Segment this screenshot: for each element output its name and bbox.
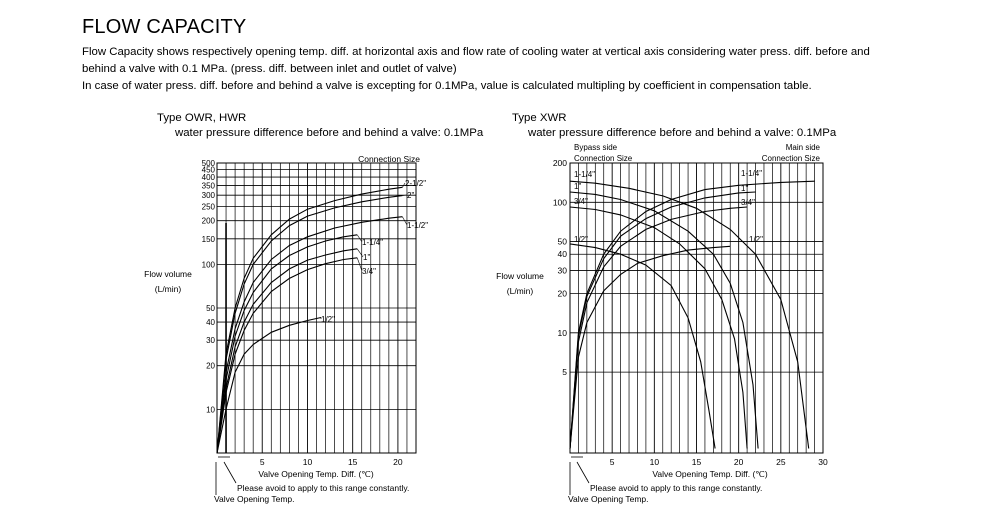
x-tick-label: 15 [691, 457, 702, 467]
opening-note: Valve Opening Temp. [568, 494, 649, 504]
y-tick-label: 150 [201, 234, 215, 244]
avoid-arrow [224, 462, 236, 483]
y-tick-label: 50 [557, 236, 567, 247]
series-label: 1-1/2" [407, 221, 429, 230]
series-line [217, 196, 402, 453]
opening-note: Valve Opening Temp. [214, 494, 295, 504]
y-tick-label: 250 [201, 202, 215, 212]
chart-2-subtitle: water pressure difference before and behind a valve: 0.1MPa [528, 127, 837, 139]
page-title: FLOW CAPACITY [82, 16, 247, 38]
y-tick-label: 10 [557, 327, 567, 338]
y-axis-label: Flow volume [496, 271, 544, 281]
series-label-bypass: 1/2" [574, 235, 588, 244]
y-axis-label: Flow volume [144, 269, 192, 279]
legend-left-subtitle: Connection Size [574, 154, 633, 163]
series-line [217, 258, 357, 453]
y-tick-label: 40 [206, 318, 215, 328]
y-tick-label: 200 [201, 216, 215, 226]
y-tick-label: 30 [206, 336, 215, 346]
series-line [570, 181, 815, 448]
legend-right-subtitle: Connection Size [761, 154, 820, 163]
series-label-main: 3/4" [741, 198, 755, 207]
x-tick-label: 5 [259, 457, 265, 467]
series-label-main: 1-1/4" [741, 169, 763, 178]
series-label-bypass: 1-1/4" [574, 170, 596, 179]
y-tick-label: 400 [201, 173, 215, 183]
avoid-note: Please avoid to apply to this range constantly. [237, 483, 410, 493]
y-tick-label: 100 [201, 260, 215, 270]
series-label-bypass: 1" [574, 182, 582, 191]
y-tick-label: 500 [201, 159, 215, 168]
series-line [217, 217, 402, 453]
y-tick-label: 10 [206, 405, 215, 415]
legend-title: Connection Size [358, 154, 420, 164]
series-label: 2" [407, 191, 415, 200]
x-tick-label: 10 [649, 457, 660, 467]
series-label-main: 1/2" [749, 235, 763, 244]
legend-left-title: Bypass side [574, 143, 618, 152]
chart-1-subtitle: water pressure difference before and behind a valve: 0.1MPa [175, 127, 484, 139]
chart-1-title: Type OWR, HWR [157, 112, 247, 124]
y-tick-label: 30 [557, 265, 567, 276]
y-tick-label: 40 [557, 249, 567, 260]
description-line-3: In case of water press. diff. before and behind a valve is excepting for 0.1MPa, value is calculated multipling by coefficient in compensation table. [82, 80, 812, 92]
series-line [217, 235, 357, 453]
series-line [570, 207, 747, 449]
legend-right-title: Main side [785, 143, 820, 152]
series-label: 3/4" [362, 267, 376, 276]
y-tick-label: 350 [201, 181, 215, 191]
description-line-1: Flow Capacity shows respectively opening temp. diff. at horizontal axis and flow rate of cooling water at vertical axis considering water press. diff. before and [82, 46, 870, 58]
x-tick-label: 10 [302, 457, 313, 467]
y-tick-label: 200 [552, 158, 567, 168]
avoid-note: Please avoid to apply to this range constantly. [590, 483, 763, 493]
x-tick-label: 20 [393, 457, 403, 467]
y-tick-label: 20 [557, 288, 567, 299]
series-label: 1/2" [321, 315, 335, 324]
series-label-bypass: 3/4" [574, 197, 588, 206]
y-tick-label: 20 [206, 361, 215, 371]
x-tick-label: 25 [776, 457, 786, 467]
x-tick-label: 20 [733, 457, 744, 467]
x-axis-label: Valve Opening Temp. Diff. (℃) [652, 469, 768, 479]
y-tick-label: 50 [206, 304, 215, 313]
y-tick-label: 5 [562, 367, 567, 378]
y-tick-label: 100 [552, 197, 567, 208]
avoid-arrow [577, 462, 589, 483]
y-tick-label: 450 [201, 165, 215, 175]
x-axis-label: Valve Opening Temp. Diff. (℃) [258, 469, 374, 479]
series-label: 1" [363, 253, 371, 262]
y-axis-unit: (L/min) [154, 284, 182, 294]
series-label: 1-1/4" [362, 238, 384, 247]
series-label-main: 1" [741, 184, 749, 193]
x-tick-label: 30 [818, 457, 828, 467]
y-axis-unit: (L/min) [506, 286, 534, 296]
series-label: 2-1/2" [405, 179, 427, 188]
series-line [217, 318, 321, 454]
series-line [570, 244, 715, 449]
series-line [570, 207, 747, 449]
x-tick-label: 15 [347, 457, 358, 467]
x-tick-label: 5 [609, 457, 615, 467]
description-line-2: behind a valve with 0.1 MPa. (press. diff. between inlet and outlet of valve) [82, 63, 457, 75]
y-tick-label: 300 [201, 191, 215, 201]
chart-2-title: Type XWR [512, 112, 567, 124]
series-line [570, 181, 809, 448]
